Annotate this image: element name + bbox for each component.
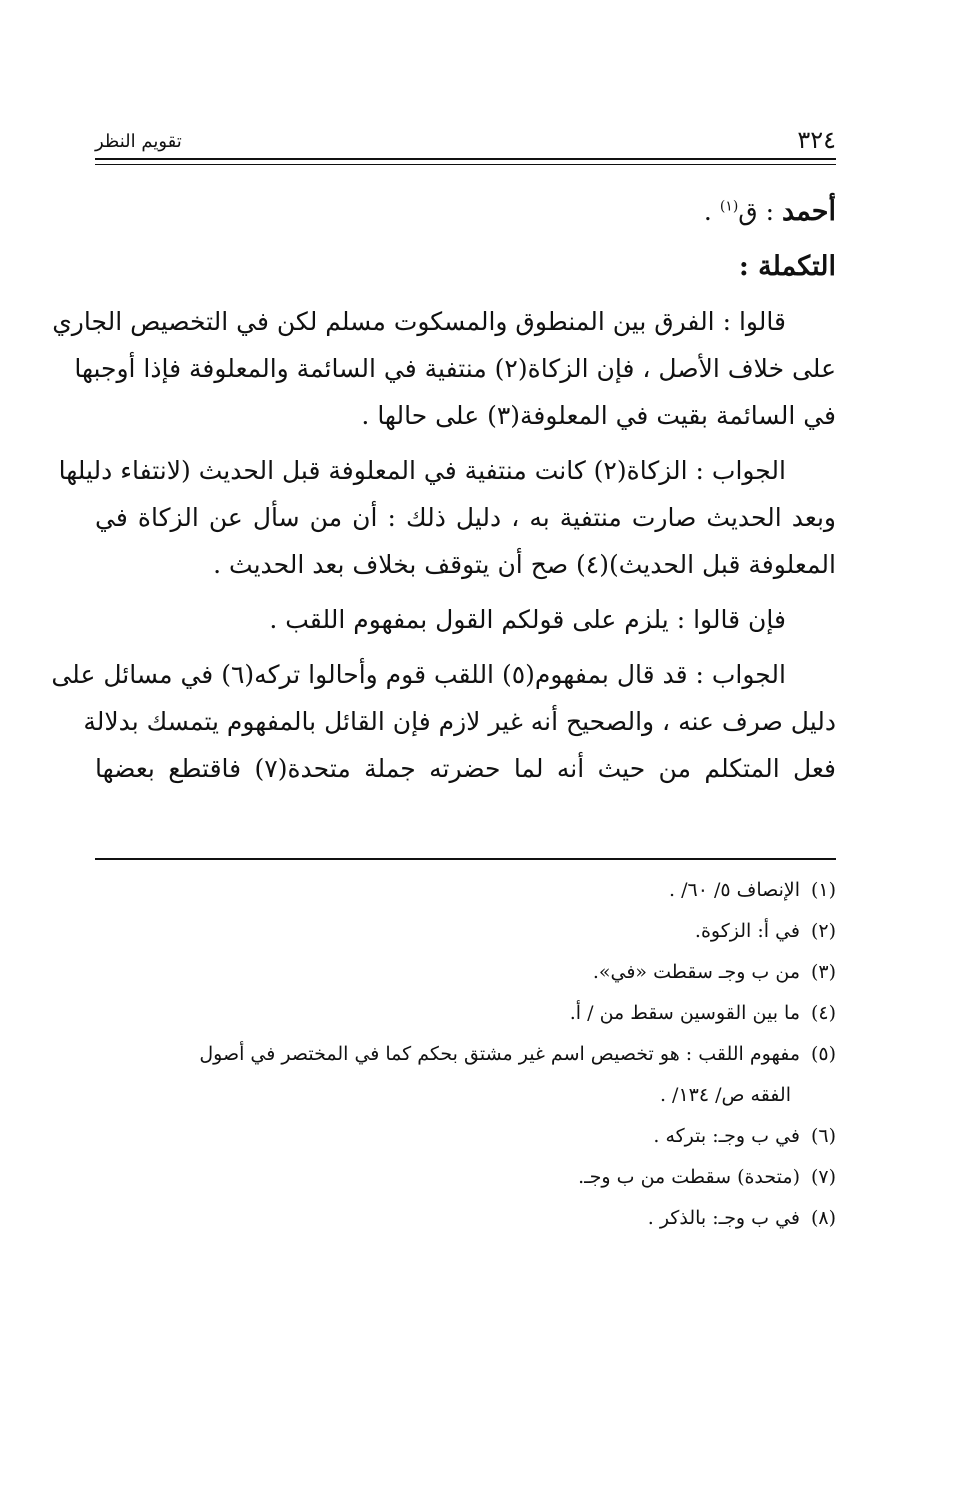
header-rule-thin [95,164,836,165]
footnote-number: (٢) [810,920,836,942]
footnote-number: (٦) [810,1125,836,1147]
heading-takmila: التكملة : [738,251,836,282]
footnote-text: في ب وجـ: بتركه . [653,1125,800,1147]
footnote-number: (٣) [810,961,836,983]
page-header [95,124,836,154]
main-text [51,188,836,800]
footnote-number: (٤) [810,1002,836,1024]
p2-line-3: المعلوفة قبل الحديث)(٤) صح أن يتوقف بخلاف بعد الحديث . [213,550,836,579]
footnote-2 [95,911,836,952]
p4-line-1: الجواب : قد قال بمفهوم(٥) اللقب قوم وأحالوا تركه(٦) في مسائل على [51,660,786,689]
opening-line [95,188,836,235]
p2-line-1: الجواب : الزكاة(٢) كانت منتفية في المعلوفة قبل الحديث (لانتفاء دليلها [58,456,786,485]
footnote-5-continuation: الفقه ص/ ١٣٤/ . [659,1084,791,1106]
p4-line-3: فعل المتكلم من حيث أنه لما حضرته جملة متحدة(٧) فاقتطع بعضها [95,754,836,783]
p1-line-1: قالوا : الفرق بين المنطوق والمسكوت مسلم لكن في التخصيص الجاري [52,307,786,336]
footnote-number: (٨) [810,1207,836,1229]
p2-line-2: وبعد الحديث صارت منتفية به ، دليل ذلك : أن من سأل عن الزكاة في [95,503,836,532]
p4-line-2: دليل صرف عنه ، والصحيح أنه غير لازم فإن القائل بالمفهوم يتمسك بدلالة [83,707,836,736]
speaker-name: أحمد [782,196,836,227]
footnote-rule [95,858,836,860]
footnote-3 [95,952,836,993]
p3-line-1: فإن قالوا : يلزم على قولكم القول بمفهوم اللقب . [269,605,786,634]
footnote-text: في أ: الزكوة. [694,920,800,942]
p1-line-2: على خلاف الأصل ، فإن الزكاة(٢) منتفية في السائمة والمعلوفة فإذا أوجبها [74,354,836,383]
footnotes [95,870,836,1239]
footnote-number: (١) [810,879,836,901]
footnote-1 [95,870,836,911]
footnote-text: (متحدة) سقطت من ب وجـ. [578,1166,800,1188]
paragraph-3 [95,596,836,643]
header-rule-thick [95,158,836,160]
opening-rest: : ق [738,197,783,226]
footnote-text: مفهوم اللقب : هو تخصيص اسم غير مشتق بحكم كما في المختصر في أصول [199,1043,800,1065]
footnote-5 [95,1034,836,1075]
paragraph-4 [51,651,836,792]
paragraph-1 [52,298,836,439]
footnote-text: الإنصاف ٥/ ٦٠/ . [669,879,800,901]
footnote-6 [95,1116,836,1157]
footnote-text: ما بين القوسين سقط من / أ. [569,1002,800,1024]
opening-end: . [703,197,720,226]
footnote-number: (٧) [810,1166,836,1188]
section-heading [95,243,836,290]
footnote-4 [95,993,836,1034]
p1-line-3: في السائمة بقيت في المعلوفة(٣) على حالها . [361,401,836,430]
paragraph-2 [58,447,836,588]
footnote-ref-1: (١) [719,198,739,215]
footnote-number: (٥) [810,1043,836,1065]
footnote-7 [95,1157,836,1198]
footnote-text: في ب وجـ: بالذكر . [647,1207,800,1229]
page-number: ٣٢٤ [797,126,836,154]
footnote-8 [95,1198,836,1239]
footnote-text: من ب وجـ سقطت «في». [592,961,800,983]
book-title: تقويم النظر [95,131,182,152]
